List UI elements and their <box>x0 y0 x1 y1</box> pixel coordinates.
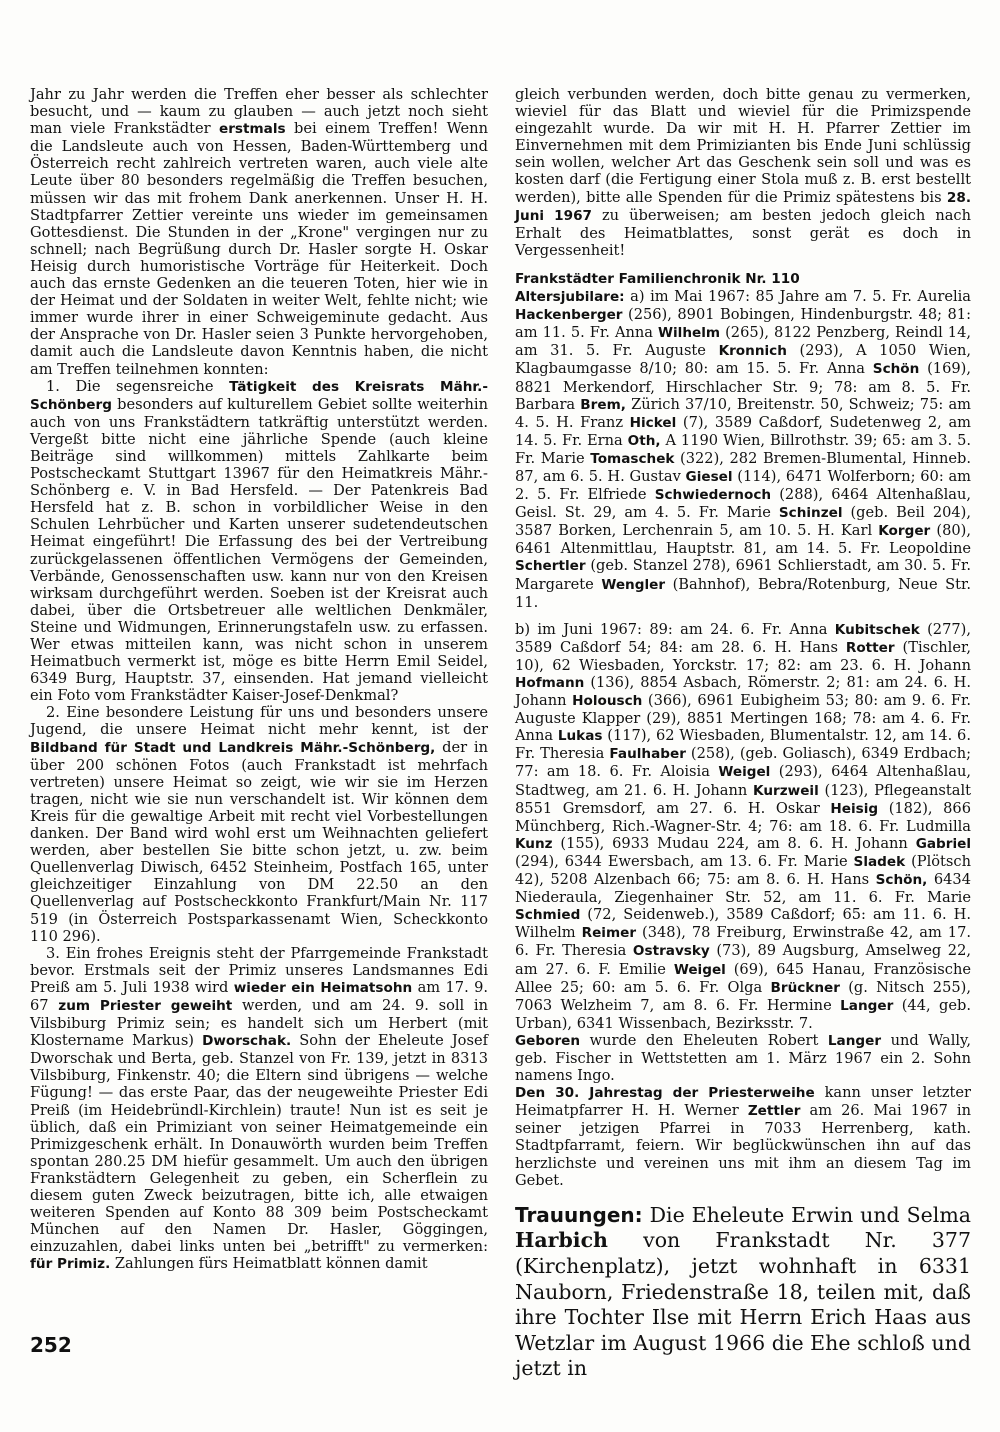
body-text: kann unser letzter Heimatpfarrer H. H. Werner <box>515 1084 971 1120</box>
body-text: (348), 78 Freiburg, Erwinstraße 42, am 17. 6. Fr. Theresia <box>515 924 971 960</box>
body-text: Zürich 37/10, Breitenstr. 50, Schweiz; 75: am 4. 5. H. Franz <box>515 395 971 431</box>
emphasis-text: Geboren <box>515 1032 581 1049</box>
emphasis-text: erstmals <box>218 121 286 138</box>
primiz-continuation <box>515 86 971 259</box>
emphasis-text: Giesel <box>685 468 733 485</box>
emphasis-text: Brückner <box>770 979 840 996</box>
geboren-paragraph <box>515 1032 971 1084</box>
emphasis-text: Brem, <box>580 396 626 413</box>
emphasis-text: Heisig <box>830 800 879 817</box>
body-text: (265), 8122 Penzberg, Reindl 14, am 31. 5. Fr. Auguste <box>515 324 972 360</box>
body-text: am 26. Mai 1967 in seiner jetzigen Pfarrei in 7033 Herrenberg, kath. Stadtpfarramt, feiern. Wir beglückwünschen ihn auf das herzlichste und vereinen uns mit ihm an diesem Tag im Gebet. <box>515 1102 971 1189</box>
point-2-bildband <box>30 704 488 944</box>
body-text: (182), 866 Münchberg, Rich.-Wagner-Str. 4; 76: am 18. 6. Fr. Ludmilla <box>515 799 972 835</box>
page-number: 252 <box>30 1333 72 1357</box>
altersjubilare-june <box>515 621 971 1032</box>
emphasis-text: Lukas <box>557 728 603 745</box>
emphasis-text: Altersjubilare: <box>515 289 625 306</box>
emphasis-text: Schertler <box>515 558 586 575</box>
body-text: (293), 6464 Altenhaßlau, Stadtweg, am 21. 6. H. Johann <box>515 763 971 799</box>
emphasis-text: Kronnich <box>718 343 787 360</box>
body-text: wurde den Eheleuten Robert <box>580 1031 828 1049</box>
emphasis-text: Tomaschek <box>590 450 675 467</box>
body-text: gleich verbunden werden, doch bitte genau zu vermerken, wieviel für das Blatt und wieviel für die Primizspende eingezahlt wurde. Da wir mit H. H. Pfarrer Zettier im Einvernehmen mit dem Primizianten bis Ende Juni schlüssig sein wollen, welcher Art das Geschenk sein soll und was es kosten darf (die Fertigung einer Stola muß z. B. erst bestellt werden), bitte alle Spenden für die Primiz spätestens bis <box>515 86 971 206</box>
emphasis-text: Wengler <box>601 576 666 593</box>
body-text: 6434 Niederaula, Ziegenhainer Str. 52, am 11. 6. Fr. Marie <box>515 871 971 907</box>
left-column <box>30 86 488 1273</box>
emphasis-text: Zettler <box>747 1103 801 1120</box>
body-text: (Plötsch 42), 5208 Alzenbach 66; 75: am 8. 6. H. Hans <box>515 852 971 889</box>
emphasis-text: Bildband für Stadt und Landkreis Mähr.-Schönberg, <box>30 739 436 756</box>
emphasis-text: Hofmann <box>515 675 585 691</box>
emphasis-text: Hickel <box>629 414 677 431</box>
body-text: (169), 8821 Merkendorf, Hirschlacher Str. 9; 78: am 8. 5. Fr. Barbara <box>515 360 971 413</box>
body-text: (258), (geb. Goliasch), 6349 Erdbach; 77: am 18. 6. Fr. Aloisia <box>515 745 972 781</box>
point-1-kreisrat <box>30 378 488 705</box>
body-text: (294), 6344 Ewersbach, am 13. 6. Fr. Marie <box>515 852 854 870</box>
body-text: A 1190 Wien, Billrothstr. 39; 65: am 3. 5. Fr. Marie <box>515 431 972 467</box>
body-text: am 17. 9. 67 <box>30 978 489 1014</box>
body-text: (73), 89 Augsburg, Amselweg 22, am 27. 6. F. Emilie <box>515 942 971 978</box>
emphasis-text: Kubitschek <box>834 621 920 638</box>
emphasis-text: Tätigkeit des Kreisrats Mähr.-Schönberg <box>30 378 488 413</box>
body-text: bei einem Treffen! Wenn die Landsleute auch von Hessen, Baden-Württemberg und Österreich recht zahlreich vertreten waren, auch viele alte Leute über 80 besonders regelmäßig die Treffen besuchen, müssen wir das mit frohem Dank anerkennen. Unser H. H. Stadtpfarrer Zettier vereinte uns wieder im gemeinsamen Gottesdienst. Die Stunden in der „Krone" vergingen nur zu schnell; nach Begrüßung durch Dr. Hasler sorgte H. Oskar Heisig durch humoristische Vorträge für Heiterkeit. Doch auch das ernste Gedenken an die teueren Toten, hier wie in der Heimat und der Soldaten in weiter Welt, fehlte nicht; wie immer wurde ihrer in einer Schweigeminute gedacht. Aus der Ansprache von Dr. Hasler seien 3 Punkte hervorgehoben, damit auch die Landsleute davon Kenntnis haben, die nicht am Treffen teilnehmen konnten: <box>30 120 488 378</box>
body-text: 1. Die segensreiche <box>46 377 230 395</box>
emphasis-text: Den 30. Jahrestag der Priesterweihe <box>515 1085 815 1102</box>
emphasis-text: Reimer <box>581 925 637 942</box>
body-text: Jahr zu Jahr werden die Treffen eher besser als schlechter besucht, und — kaum zu glauben — auch jetzt noch sieht man viele Frankstädter <box>30 86 488 138</box>
chronik-title: Frankstädter Familienchronik Nr. 110 <box>515 270 800 287</box>
intro-paragraph <box>30 86 488 378</box>
body-text: zu überweisen; am besten jedoch gleich nach Erhalt des Heimatblattes, sonst gerät es doch in Vergessenheit! <box>515 206 971 259</box>
body-text: b) im Juni 1967: 89: am 24. 6. Fr. Anna <box>515 620 835 638</box>
emphasis-text: Ostravsky <box>632 943 710 960</box>
body-text: Sohn der Eheleute Josef Dworschak und Berta, geb. Stanzel von Fr. 139, jetzt in 8313 Vilsbiburg, Finkenstr. 40; die Eltern sind übrigens — welche Fügung! — das erste Paar, das der neugeweihte Priester Edi Preiß (im Heidebründl-Kirchlein) traute! Nun ist es seit je üblich, daß ein Primiziant von seiner Heimatgemeinde ein Primizgeschenk erhält. In Donauwörth wurden beim Treffen spontan 280.25 DM hiefür gesammelt. Um auch den übrigen Frankstädtern Gelegenheit zu geben, ein Scherflein zu diesem guten Zweck beizutragen, bitte ich, alle etwaigen weiteren Spenden auf Konto 88 309 beim Postscheckamt München auf den Namen Dr. Hasler, Göggingen, einzuzahlen, dabei links unten bei „betrifft" zu vermerken: <box>30 1032 488 1256</box>
body-text: 3. Ein frohes Ereignis steht der Pfarrgemeinde Frankstadt bevor. Erstmals seit der Primiz unseres Landsmannes Edi Preiß am 5. Juli 1938 wird <box>30 944 488 996</box>
body-text: (Bahnhof), Bebra/Rotenburg, Neue Str. 11. <box>515 575 971 611</box>
emphasis-text: Oth, <box>627 432 661 449</box>
altersjubilare-may <box>515 288 971 611</box>
emphasis-text: Schinzel <box>778 505 843 522</box>
emphasis-text: Trauungen: <box>515 1202 643 1227</box>
point-3-primiz <box>30 945 488 1274</box>
body-text: (geb. Stanzel 278), 6961 Schlierstadt, am 30. 5. Fr. Margarete <box>515 557 971 593</box>
emphasis-text: wieder ein Heimatsohn <box>233 979 413 996</box>
body-text: a) im Mai 1967: 85 Jahre am 7. 5. Fr. Aurelia <box>624 288 971 306</box>
body-text: (366), 6961 Eubigheim 53; 80: am 9. 6. Fr. Auguste Klapper (29), 8851 Mertingen 168; 78: am 4. 6. Fr. Anna <box>515 692 971 745</box>
body-text: (322), 282 Bremen-Blumental, Hinneb. 87, am 6. 5. H. Gustav <box>515 449 972 485</box>
body-text: (155), 6933 Mudau 224, am 8. 6. H. Johann <box>552 834 916 852</box>
body-text: (44, geb. Urban), 6341 Wissenbach, Bezirksstr. 7. <box>515 996 971 1032</box>
emphasis-text: Harbich <box>515 1228 608 1253</box>
body-text: (g. Nitsch 255), 7063 Welzheim 7, am 8. 6. Fr. Hermine <box>515 978 971 1014</box>
emphasis-text: Weigel <box>673 961 726 978</box>
emphasis-text: Schön, <box>875 872 928 889</box>
emphasis-text: Rotter <box>845 639 895 656</box>
emphasis-text: Weigel <box>718 764 771 781</box>
body-text: (72, Seidenweb.), 3589 Caßdorf; 65: am 11. 6. H. Wilhelm <box>515 906 971 942</box>
body-text: Zahlungen fürs Heimatblatt können damit <box>110 1255 428 1273</box>
emphasis-text: Kunz <box>515 835 553 852</box>
emphasis-text: Korger <box>878 523 931 540</box>
body-text: besonders auf kulturellem Gebiet sollte weiterhin auch von uns Frankstädtern tatkräftig unterstützt werden. Vergeßt bitte nicht eine jährliche Spende (auch kleine Beiträge sind willkommen) mittels Zahlkarte beim Postscheckamt Stuttgart 13967 für den Heimatkreis Mähr.-Schönberg e. V. in Bad Hersfeld. — Der Patenkreis Bad Hersfeld hat z. B. schon in vorbildlicher Weise in den Schulen Lehrbücher und Karten unserer sudetendeutschen Heimat eingeführt! Die Erfassung des bei der Vertreibung zurückgelassenen öffentlichen Vermögens der Gemeinden, Verbände, Genossenschaften usw. kann nur von den Kreisen wirksam durchgeführt werden. Soeben ist der Kreisrat auch dabei, über die Ortsbetreuer alle weltlichen Denkmäler, Steine und Widmungen, Erinnerungstafeln usw. zu erfassen. Wer etwas mitteilen kann, was nicht schon in unserem Heimatbuch vermerkt ist, möge es bitte Herrn Emil Seidel, 6349 Burg, Hauptstr. 37, einsenden. Hat jemand vielleicht ein Foto vom Frankstädter Kaiser-Josef-Denkmal? <box>30 395 488 705</box>
emphasis-text: Dworschak. <box>202 1033 292 1050</box>
emphasis-text: Langer <box>840 997 894 1014</box>
emphasis-text: Kurzweil <box>753 782 819 799</box>
body-text: (117), 62 Wiesbaden, Blumentalstr. 12, am 14. 6. Fr. Theresia <box>515 727 971 763</box>
body-text: der in über 200 schönen Fotos (auch Frankstadt ist mehrfach vertreten) unsere Heimat so zeigt, wie wir sie im Herzen tragen, nicht wie sie nun verschandelt ist. Wir können dem Kreis für die gewaltige Arbeit mit recht viel Vorbestellungen danken. Der Band wird wohl erst um Weihnachten geliefert werden, aber bestellen Sie bitte schon jetzt, u. zw. beim Quellenverlag Diwisch, 6452 Steinheim, Postfach 165, unter gleichzeitiger Einzahlung von DM 22.50 an den Quellenverlag auf Postscheckkonto Frankfurt/Main Nr. 117 519 (in Österreich Postsparkassenamt Wien, Scheckkonto 110 296). <box>30 738 488 945</box>
body-text: (277), 3589 Caßdorf 54; 84: am 28. 6. H. Hans <box>515 620 971 656</box>
body-text: (7), 3589 Caßdorf, Sudetenweg 2, am 14. 5. Fr. Erna <box>515 413 971 449</box>
body-text: werden, und am 24. 9. soll in Vilsbiburg Primiz sein; es handelt sich um Herbert (mit Klostername Markus) <box>30 996 488 1050</box>
emphasis-text: Gabriel <box>915 835 971 852</box>
emphasis-text: Wilhelm <box>658 325 721 342</box>
emphasis-text: für Primiz. <box>30 1256 111 1273</box>
body-text: von Frankstadt Nr. 377 (Kirchenplatz), jetzt wohnhaft in 6331 Nauborn, Friedenstraße 18, teilen mit, daß ihre Tochter Ilse mit Herrn Erich Haas aus Wetzlar im August 1966 die Ehe schloß und jetzt in <box>515 1228 971 1381</box>
body-text: 2. Eine besondere Leistung für uns und besonders unsere Jugend, die unsere Heimat nicht mehr kennt, ist der <box>30 704 488 739</box>
right-column <box>515 86 971 1382</box>
body-text: (80), 6461 Altenmittlau, Hauptstr. 81, am 14. 5. Fr. Leopoldine <box>515 522 971 558</box>
body-text: Die Eheleute Erwin und Selma <box>642 1202 971 1227</box>
emphasis-text: Schön <box>872 361 920 378</box>
body-text: (136), 8854 Asbach, Römerstr. 2; 81: am 24. 6. H. Johann <box>515 674 971 710</box>
body-text: (geb. Beil 204), 3587 Borken, Lerchenrain 5, am 10. 5. H. Karl <box>515 504 972 540</box>
trauungen-paragraph <box>515 1203 971 1382</box>
body-text: (123), Pflegeanstalt 8551 Gremsdorf, am 27. 6. H. Oskar <box>515 781 971 817</box>
emphasis-text: zum Priester geweiht <box>58 997 233 1014</box>
body-text: (288), 6464 Altenhaßlau, Geisl. St. 29, am 4. 5. Fr. Marie <box>515 486 971 522</box>
jahrestag-paragraph <box>515 1084 971 1189</box>
emphasis-text: Sladek <box>853 853 906 870</box>
emphasis-text: Langer <box>827 1032 882 1049</box>
emphasis-text: Schwiedernoch <box>654 487 772 504</box>
emphasis-text: Faulhaber <box>609 746 686 763</box>
emphasis-text: Schmied <box>515 907 581 924</box>
emphasis-text: 28. Juni 1967 <box>515 189 971 224</box>
body-text: (Tischler, 10), 62 Wiesbaden, Yorckstr. 17; 82: am 23. 6. H. Johann <box>515 638 971 674</box>
body-text: (293), A 1050 Wien, Klagbaumgasse 8/10; 80: am 15. 5. Fr. Anna <box>515 342 971 378</box>
body-text: und Wally, geb. Fischer in Wettstetten am 1. März 1967 ein 2. Sohn namens Ingo. <box>515 1031 971 1085</box>
emphasis-text: Hackenberger <box>515 307 623 324</box>
body-text: (114), 6471 Wolferborn; 60: am 2. 5. Fr. Elfriede <box>515 467 971 504</box>
emphasis-text: Holousch <box>572 693 643 710</box>
body-text: (69), 645 Hanau, Französische Allee 25; 60: am 5. 6. Fr. Olga <box>515 960 971 996</box>
body-text: (256), 8901 Bobingen, Hindenburgstr. 48; 81: am 11. 5. Fr. Anna <box>515 306 971 342</box>
